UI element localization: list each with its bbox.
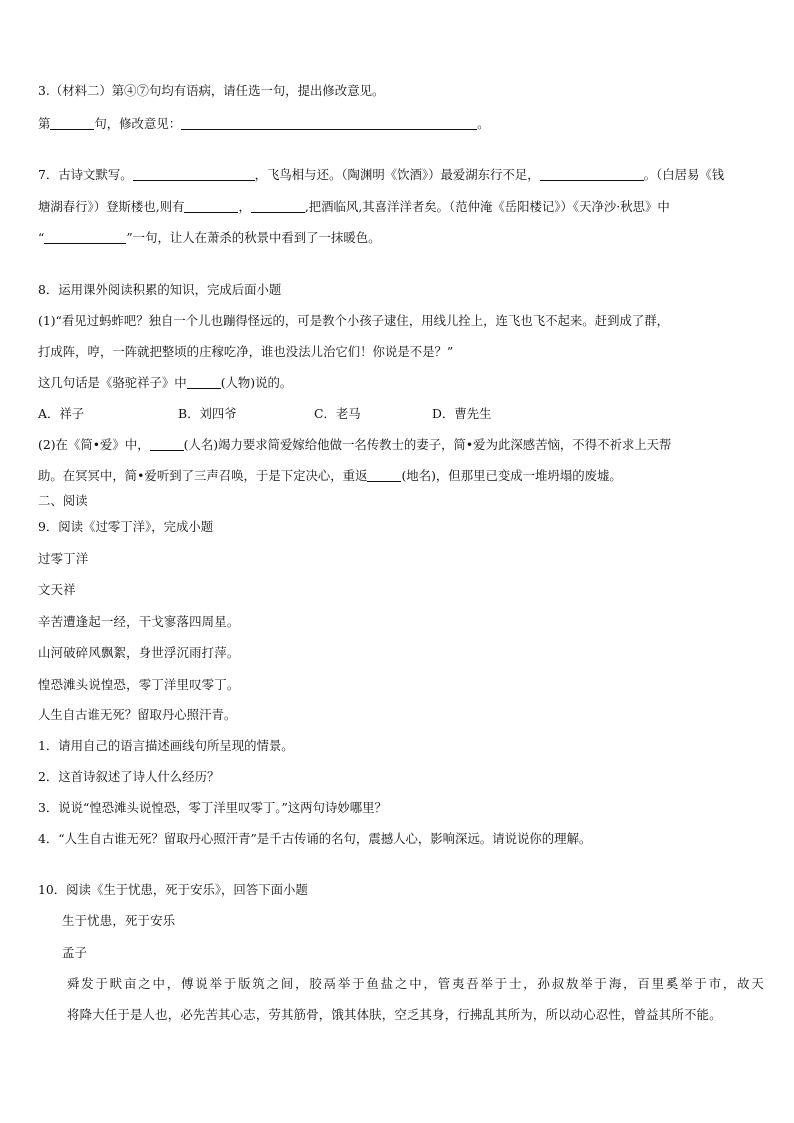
answer-blank[interactable] [50,115,94,130]
q10-stem: 10．阅读《生于忧患，死于安乐》，回答下面小题 [38,882,308,897]
option-b[interactable]: B．刘四爷 [178,406,237,421]
poem-line: 辛苦遭逢起一经，干戈寥落四周星。 [38,614,240,629]
q8-passage-1-line-2: 打成阵，哼，一阵就把整顷的庄稼吃净，谁也没法儿治它们！你说是不是？” [38,344,454,359]
q8-options [38,405,756,423]
essay-author: 孟子 [62,945,88,960]
q3-answer-end: 。 [477,116,490,131]
poem-title: 过零丁洋 [38,551,89,566]
q8-question-text: 这几句话是《骆驼祥子》中 [38,375,187,390]
option-d[interactable]: D．曹先生 [432,406,492,421]
q8-passage-1-line-1: (1)“看见过蚂蚱吧？独自一个儿也蹦得怪远的，可是教个小孩子逮住，用线儿拴上，连飞也飞不起来。赶到成了群， [38,313,670,328]
answer-blank[interactable] [181,115,477,130]
poem-line: 惶恐滩头说惶恐，零丁洋里叹零丁。 [38,677,240,692]
q8-stem: 8．运用课外阅读积累的知识，完成后面小题 [38,282,282,297]
q3-answer-prefix: 第 [38,116,51,131]
q7-text: ，飞鸟相与还。（陶渊明《饮酒》）最爱湖东行不足， [254,167,540,182]
poem-author: 文天祥 [38,582,76,597]
section-heading: 二、阅读 [38,493,88,508]
answer-blank[interactable] [44,229,126,244]
q9-subquestion-2: 2．这首诗叙述了诗人什么经历？ [38,769,220,784]
q8-passage-2-line-1 [38,436,756,454]
answer-blank[interactable] [133,166,255,181]
q3-stem: 3.（材料二）第④⑦句均有语病，请任选一句，提出修改意见。 [38,83,385,98]
poem-line: 山河破碎风飘絮，身世浮沉雨打萍。 [38,645,240,660]
q7-text: 塘湖春行》）登斯楼也,则有 [38,199,185,214]
q7-text: ,把酒临风,其喜洋洋者矣。（范仲淹《岳阳楼记》）《天净沙·秋思》中 [304,199,670,214]
answer-blank[interactable] [187,374,221,389]
essay-title: 生于忧患，死于安乐 [62,913,176,928]
answer-blank[interactable] [184,198,238,213]
q7-text: 。（白居易《钱 [643,167,725,182]
poem-line: 人生自古谁无死？留取丹心照汗青。 [38,707,237,722]
q7-line-3 [38,229,756,247]
q7-text: “ [38,230,45,245]
q9-stem: 9．阅读《过零丁洋》，完成小题 [38,519,214,534]
q8-passage-2-line-2 [38,467,756,485]
essay-line-2: 将降大任于是人也，必先苦其心志，劳其筋骨，饿其体肤，空乏其身，行拂乱其所为，所以动心忍性，曾益其所不能。 [67,1007,722,1022]
q7-text: ， [238,199,251,214]
answer-blank[interactable] [367,467,401,482]
q8-passage-text: 助。在冥冥中，简•爱听到了三声召唤，于是下定决心，重返 [38,468,368,483]
q8-passage-text: (地名)，但那里已变成一堆坍塌的废墟。 [401,468,622,483]
q3-answer-line [38,115,756,133]
answer-blank[interactable] [251,198,305,213]
answer-blank[interactable] [150,436,184,451]
q9-subquestion-1: 1．请用自己的语言描述画线句所呈现的情景。 [38,738,294,753]
answer-blank[interactable] [540,166,644,181]
q8-question-1 [38,374,756,392]
option-c[interactable]: C．老马 [314,406,361,421]
q8-passage-text: (人名)竭力要求简爱嫁给他做一名传教士的妻子，简•爱为此深感苦恼，不得不祈求上天帮 [183,437,672,452]
q7-text: ”一句，让人在萧杀的秋景中看到了一抹暖色。 [126,230,381,245]
q8-question-text: (人物)说的。 [220,375,293,390]
q8-passage-text: (2)在《简•爱》中， [38,437,150,452]
q9-subquestion-4: 4．“人生自古谁无死？留取丹心照汗青”是千古传诵的名句，震撼人心，影响深远。请说说你的理解。 [38,831,592,846]
q9-subquestion-3: 3．说说“惶恐滩头说惶恐，零丁洋里叹零丁。”这两句诗妙哪里？ [38,800,387,815]
q7-line-2 [38,198,756,216]
option-a[interactable]: A．祥子 [38,406,85,421]
q3-answer-mid: 句，修改意见： [94,116,182,131]
q7-line-1 [38,166,756,184]
q7-text: 7．古诗文默写。 [38,167,133,182]
essay-line-1: 舜发于畎亩之中，傅说举于版筑之间，胶鬲举于鱼盐之中，管夷吾举于士，孙叔敖举于海，百里奚举于市，故天 [67,976,764,991]
